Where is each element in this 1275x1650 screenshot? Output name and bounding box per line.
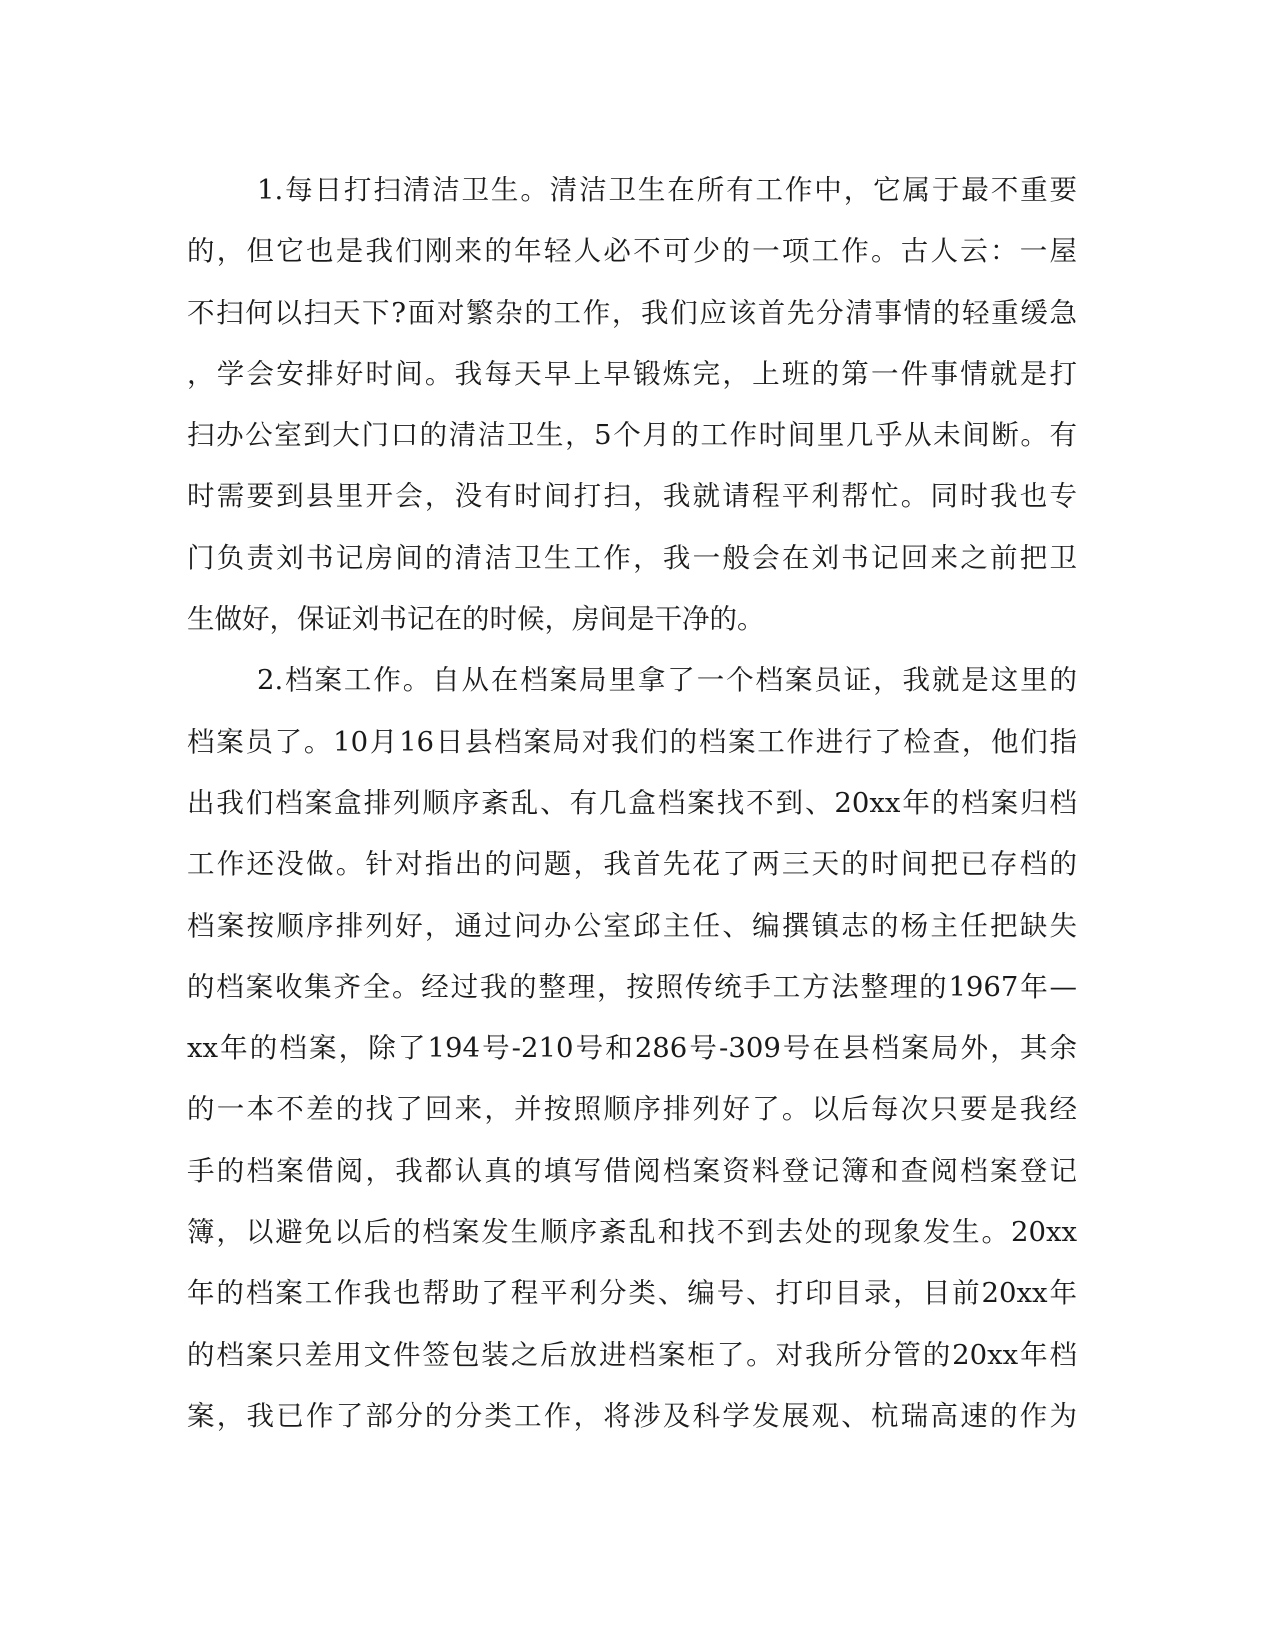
paragraph-2-line-5: 档案按顺序排列好，通过问办公室邱主任、编撰镇志的杨主任把缺失 (187, 909, 1077, 942)
paragraph-2-line-11: 年的档案工作我也帮助了程平利分类、编号、打印目录，目前20xx年 (187, 1277, 1077, 1310)
paragraph-2-line-9: 手的档案借阅，我都认真的填写借阅档案资料登记簿和查阅档案登记 (187, 1154, 1077, 1187)
paragraph-2-line-10: 簿，以避免以后的档案发生顺序紊乱和找不到去处的现象发生。20xx (187, 1216, 1077, 1249)
paragraph-1-line-5: 扫办公室到大门口的清洁卫生，5个月的工作时间里几乎从未间断。有 (187, 419, 1077, 452)
paragraph-1-line-4: ，学会安排好时间。我每天早上早锻炼完，上班的第一件事情就是打 (187, 357, 1077, 390)
paragraph-2-line-13: 案，我已作了部分的分类工作，将涉及科学发展观、杭瑞高速的作为 (187, 1399, 1077, 1432)
paragraph-2-line-1: 2.档案工作。自从在档案局里拿了一个档案员证，我就是这里的 (257, 664, 1077, 697)
paragraph-1-line-3: 不扫何以扫天下?面对繁杂的工作，我们应该首先分清事情的轻重缓急 (187, 296, 1077, 329)
paragraph-1-line-1: 1.每日打扫清洁卫生。清洁卫生在所有工作中，它属于最不重要 (257, 174, 1077, 206)
body-text (187, 160, 1077, 1447)
paragraph-2-line-3: 出我们档案盒排列顺序紊乱、有几盒档案找不到、20xx年的档案归档 (187, 786, 1077, 819)
paragraph-1-line-7: 门负责刘书记房间的清洁卫生工作，我一般会在刘书记回来之前把卫 (187, 541, 1077, 574)
paragraph-2-line-2: 档案员了。10月16日县档案局对我们的档案工作进行了检查，他们指 (187, 725, 1077, 758)
paragraph-1-line-8: 生做好，保证刘书记在的时候，房间是干净的。 (187, 603, 765, 636)
paragraph-1-line-6: 时需要到县里开会，没有时间打扫，我就请程平利帮忙。同时我也专 (187, 480, 1077, 513)
paragraph-2-line-8: 的一本不差的找了回来，并按照顺序排列好了。以后每次只要是我经 (187, 1093, 1077, 1126)
paragraph-2-line-4: 工作还没做。针对指出的问题，我首先花了两三天的时间把已存档的 (187, 848, 1077, 881)
paragraph-2-line-12: 的档案只差用文件签包装之后放进档案柜了。对我所分管的20xx年档 (187, 1338, 1077, 1371)
paragraph-2-line-7: xx年的档案，除了194号-210号和286号-309号在县档案局外，其余 (187, 1032, 1077, 1065)
paragraph-2-line-6: 的档案收集齐全。经过我的整理，按照传统手工方法整理的1967年— (187, 970, 1077, 1003)
paragraph-1-line-2: 的，但它也是我们刚来的年轻人必不可少的一项工作。古人云：一屋 (187, 235, 1077, 268)
